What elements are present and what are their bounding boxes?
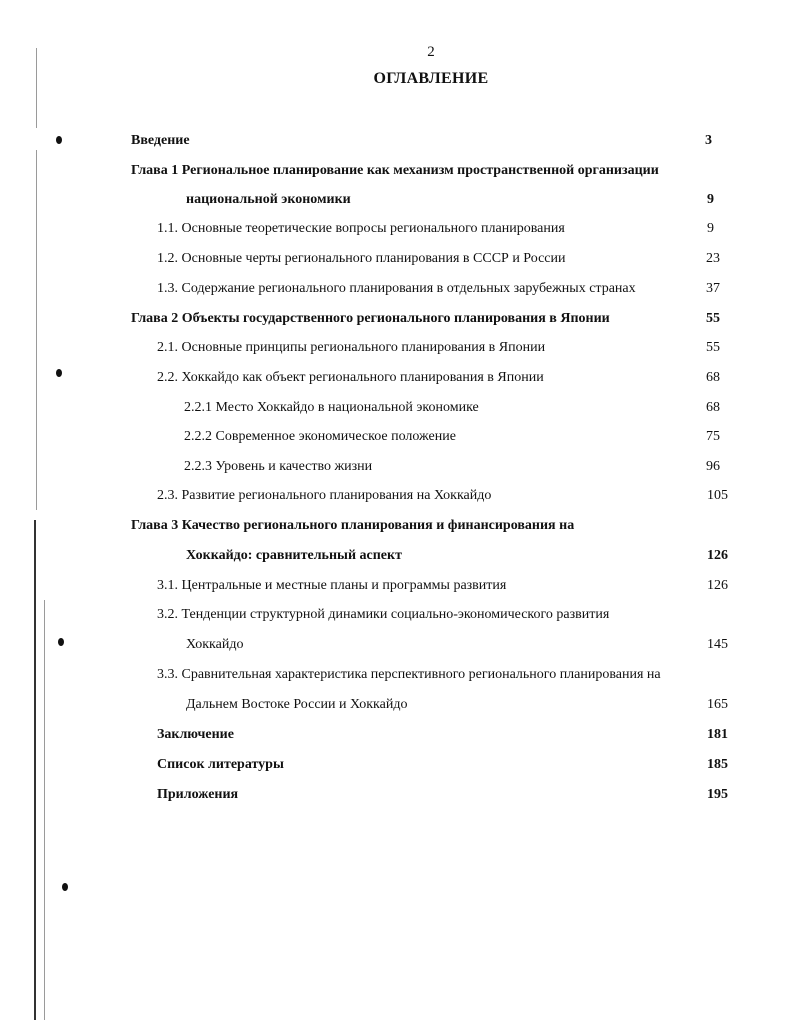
toc-entry-3-3-cont: Дальнем Востоке России и Хоккайдо xyxy=(186,697,408,712)
toc-entry-appendices: Приложения xyxy=(157,787,239,802)
toc-page-2-2-1: 68 xyxy=(706,400,720,415)
punch-hole-mark xyxy=(56,136,62,144)
toc-page-2-3: 105 xyxy=(707,488,728,503)
toc-entry-conclusion: Заключение xyxy=(157,727,234,742)
toc-page-introduction: 3 xyxy=(705,133,712,148)
toc-page-1-3: 37 xyxy=(706,281,720,296)
toc-entry-chapter-3-cont: Хоккайдо: сравнительный аспект xyxy=(186,548,402,563)
toc-page-conclusion: 181 xyxy=(707,727,728,742)
toc-entry-1-2: 1.2. Основные черты регионального планирования в СССР и России xyxy=(157,251,566,266)
toc-entry-3-3: 3.3. Сравнительная характеристика перспективного регионального планирования на xyxy=(157,667,661,682)
toc-page-chapter-3: 126 xyxy=(707,548,728,563)
page-title: ОГЛАВЛЕНИЕ xyxy=(373,70,489,87)
punch-hole-mark xyxy=(58,638,64,646)
toc-entry-2-2-3: 2.2.3 Уровень и качество жизни xyxy=(184,459,373,474)
toc-entry-3-2: 3.2. Тенденции структурной динамики социально-экономического развития xyxy=(157,607,610,622)
toc-page-3-3: 165 xyxy=(707,697,728,712)
scan-margin-line xyxy=(36,150,37,510)
toc-entry-2-3: 2.3. Развитие регионального планирования на Хоккайдо xyxy=(157,488,492,503)
toc-entry-3-1: 3.1. Центральные и местные планы и программы развития xyxy=(157,578,507,593)
toc-page-chapter-2: 55 xyxy=(706,311,720,326)
toc-page-chapter-1: 9 xyxy=(707,192,714,207)
scan-margin-line xyxy=(44,600,45,1020)
toc-page-3-2: 145 xyxy=(707,637,728,652)
punch-hole-mark xyxy=(62,883,68,891)
toc-entry-2-1: 2.1. Основные принципы регионального планирования в Японии xyxy=(157,340,546,355)
toc-page-2-2: 68 xyxy=(706,370,720,385)
toc-page-1-1: 9 xyxy=(707,221,714,236)
scan-margin-line xyxy=(34,520,36,1020)
toc-entry-1-3: 1.3. Содержание регионального планирования в отдельных зарубежных странах xyxy=(157,281,636,296)
toc-entry-bibliography: Список литературы xyxy=(157,757,284,772)
toc-entry-2-2-1: 2.2.1 Место Хоккайдо в национальной экономике xyxy=(184,400,479,415)
toc-page-bibliography: 185 xyxy=(707,757,728,772)
toc-page-3-1: 126 xyxy=(707,578,728,593)
toc-entry-chapter-3: Глава 3 Качество регионального планирования и финансирования на xyxy=(131,518,575,533)
toc-entry-chapter-1: Глава 1 Региональное планирование как механизм пространственной организации xyxy=(131,163,659,178)
toc-page-2-2-2: 75 xyxy=(706,429,720,444)
toc-entry-1-1: 1.1. Основные теоретические вопросы регионального планирования xyxy=(157,221,565,236)
toc-page-2-2-3: 96 xyxy=(706,459,720,474)
toc-page-1-2: 23 xyxy=(706,251,720,266)
toc-entry-chapter-2: Глава 2 Объекты государственного регионального планирования в Японии xyxy=(131,311,610,326)
toc-entry-3-2-cont: Хоккайдо xyxy=(186,637,244,652)
toc-entry-2-2: 2.2. Хоккайдо как объект регионального планирования в Японии xyxy=(157,370,544,385)
punch-hole-mark xyxy=(56,369,62,377)
page-number: 2 xyxy=(427,44,435,60)
toc-entry-chapter-1-cont: национальной экономики xyxy=(186,192,351,207)
toc-entry-introduction: Введение xyxy=(131,133,190,148)
toc-page-appendices: 195 xyxy=(707,787,728,802)
toc-entry-2-2-2: 2.2.2 Современное экономическое положение xyxy=(184,429,456,444)
toc-page-2-1: 55 xyxy=(706,340,720,355)
